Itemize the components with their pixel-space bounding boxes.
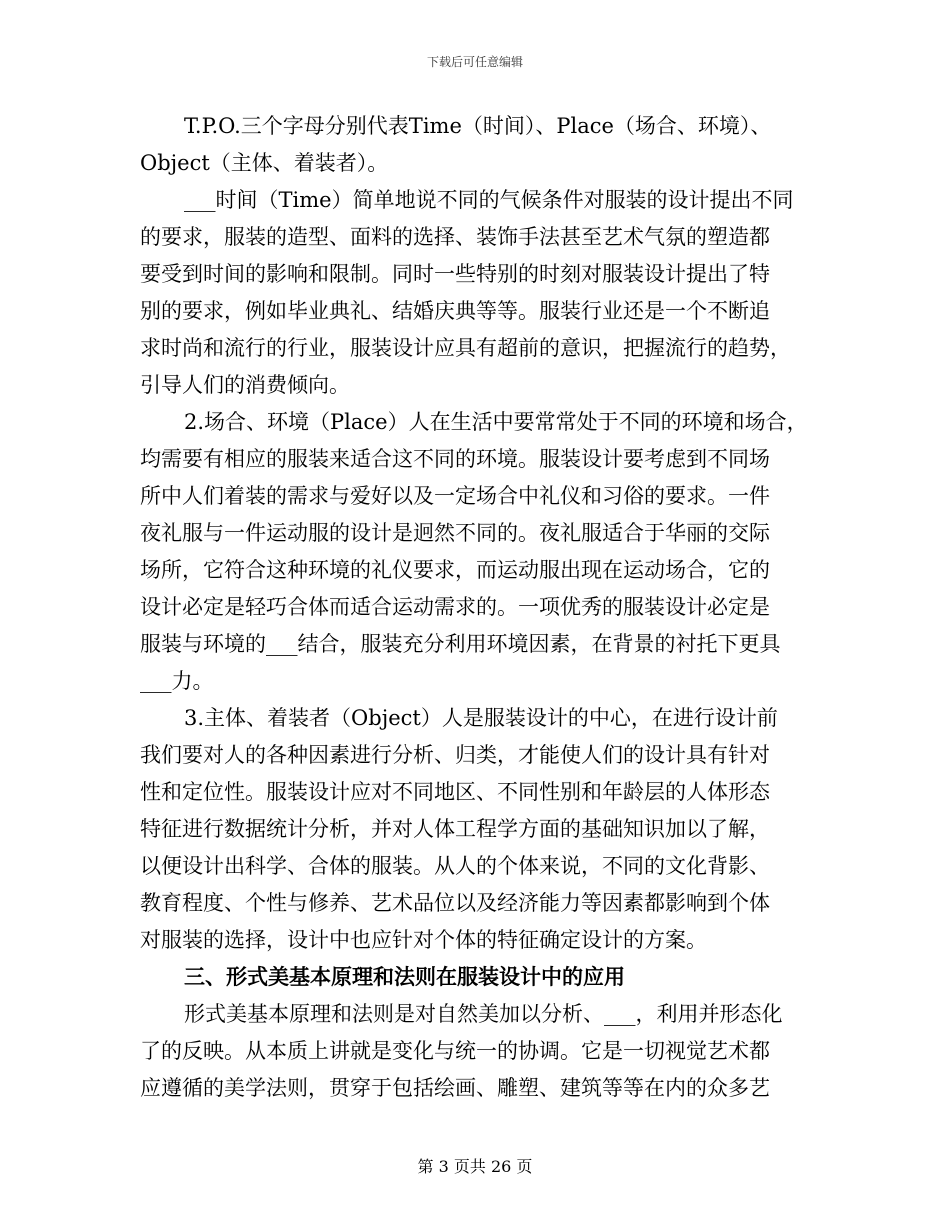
text-line: 均需要有相应的服装来适合这不同的环境。服装设计要考虑到不同场	[140, 447, 770, 471]
text-line: 求时尚和流行的行业，服装设计应具有超前的意识，把握流行的趋势，	[140, 336, 791, 360]
text-line: 夜礼服与一件运动服的设计是迥然不同的。夜礼服适合于华丽的交际	[140, 521, 770, 545]
text-line: 对服装的选择，设计中也应针对个体的特征确定设计的方案。	[140, 928, 707, 952]
text-line: 性和定位性。服装设计应对不同地区、不同性别和年龄层的人体形态	[140, 780, 770, 804]
document-body	[140, 108, 816, 1107]
text-line: 设计必定是轻巧合体而适合运动需求的。一项优秀的服装设计必定是	[140, 595, 770, 619]
text-line: 形式美基本原理和法则是对自然美加以分析、___，利用并形态化	[184, 1002, 783, 1026]
text-line: 的要求，服装的造型、面料的选择、装饰手法甚至艺术气氛的塑造都	[140, 225, 770, 249]
text-line: 特征进行数据统计分析，并对人体工程学方面的基础知识加以了解，	[140, 817, 770, 841]
section-heading-text: 三、形式美基本原理和法则在服装设计中的应用	[184, 965, 625, 989]
text-line: 别的要求，例如毕业典礼、结婚庆典等等。服装行业还是一个不断追	[140, 299, 770, 323]
paragraph-place	[140, 404, 816, 700]
text-line: 应遵循的美学法则，贯穿于包括绘画、雕塑、建筑等等在内的众多艺	[140, 1076, 770, 1100]
paragraph-object	[140, 700, 816, 959]
paragraph-tpo-definition	[140, 108, 816, 182]
text-line: 3.主体、着装者（Object）人是服装设计的中心，在进行设计前	[184, 706, 778, 730]
text-line: 了的反映。从本质上讲就是变化与统一的协调。它是一切视觉艺术都	[140, 1039, 770, 1063]
paragraph-form-beauty	[140, 996, 816, 1107]
page-number: 第 3 页共 26 页	[417, 1157, 533, 1176]
text-line: ___力。	[140, 669, 214, 693]
text-line: 教育程度、个性与修养、艺术品位以及经济能力等因素都影响到个体	[140, 891, 770, 915]
text-line: 我们要对人的各种因素进行分析、归类，才能使人们的设计具有针对	[140, 743, 770, 767]
text-line: 要受到时间的影响和限制。同时一些特别的时刻对服装设计提出了特	[140, 262, 770, 286]
text-line: T.P.O.三个字母分别代表Time（时间）、Place（场合、环境）、	[184, 114, 772, 138]
text-line: 场所，它符合这种环境的礼仪要求，而运动服出现在运动场合，它的	[140, 558, 770, 582]
text-line: 以便设计出科学、合体的服装。从人的个体来说，不同的文化背影、	[140, 854, 770, 878]
text-line: 所中人们着装的需求与爱好以及一定场合中礼仪和习俗的要求。一件	[140, 484, 770, 508]
section-heading	[140, 959, 816, 996]
text-line: Object（主体、着装者）。	[140, 151, 389, 175]
text-line: 服装与环境的___结合，服装充分利用环境因素，在背景的衬托下更具	[140, 632, 781, 656]
text-line: 引导人们的消费倾向。	[140, 373, 350, 397]
paragraph-time	[140, 182, 816, 404]
text-line: 2.场合、环境（Place）人在生活中要常常处于不同的环境和场合，	[184, 410, 808, 434]
text-line: ___时间（Time）简单地说不同的气候条件对服装的设计提出不同	[184, 188, 794, 212]
page-header: 下载后可任意编辑	[426, 55, 523, 69]
